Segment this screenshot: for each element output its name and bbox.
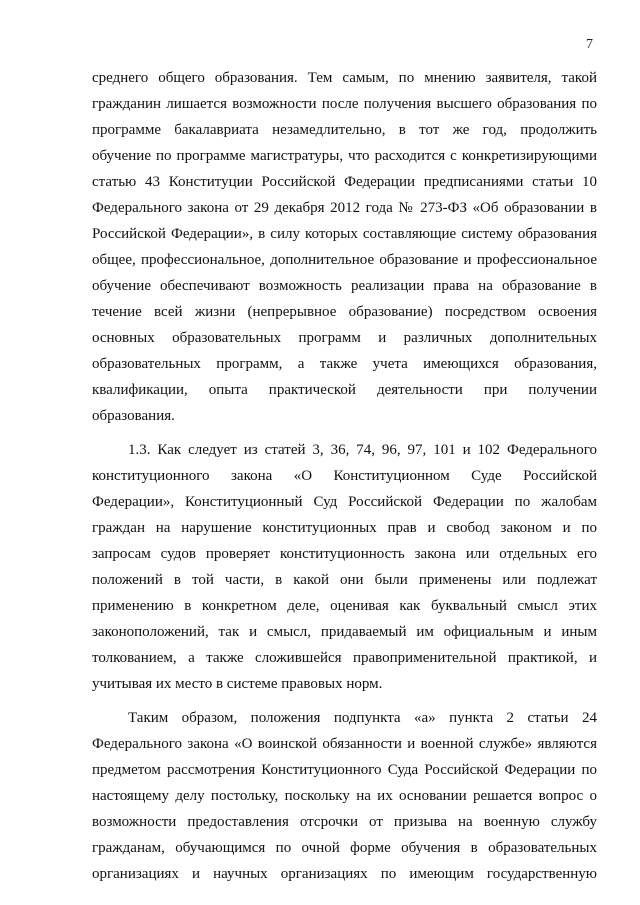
text-line: предметом рассмотрения Конституционного Суда Российской Федерации по	[92, 762, 597, 778]
text-line: Российской Федерации», в силу которых составляющие систему образования	[92, 226, 597, 242]
text-line: гражданин лишается возможности после получения высшего образования по	[92, 96, 597, 112]
paragraph-1	[92, 65, 597, 429]
text-line: статью 43 Конституции Российской Федерации предписаниями статьи 10	[92, 174, 597, 190]
text-line: Федерации», Конституционный Суд Российской Федерации по жалобам	[92, 494, 597, 510]
text-line: обучение обеспечивают возможность реализации права на образование в	[92, 278, 597, 294]
text-line: обучение по программе магистратуры, что расходится с конкретизирующими	[92, 148, 597, 164]
text-line: законоположений, так и смысл, придаваемый им официальным и иным	[92, 624, 597, 640]
text-line: возможности предоставления отсрочки от призыва на военную службу	[92, 814, 597, 830]
text-line: учитывая их место в системе правовых норм.	[92, 676, 383, 692]
text-line: применению в конкретном деле, оценивая как буквальный смысл этих	[92, 598, 597, 614]
text-line: 1.3. Как следует из статей 3, 36, 74, 96, 97, 101 и 102 Федерального	[128, 442, 597, 458]
document-body	[92, 65, 597, 895]
page-number: 7	[586, 37, 593, 52]
text-line: программе бакалавриата незамедлительно, в тот же год, продолжить	[92, 122, 597, 138]
text-line: толкованием, а также сложившейся правоприменительной практикой, и	[92, 650, 597, 666]
text-line: конституционного закона «О Конституционном Суде Российской	[92, 468, 597, 484]
text-line: основных образовательных программ и различных дополнительных	[92, 330, 597, 346]
text-line: Федерального закона от 29 декабря 2012 года № 273-ФЗ «Об образовании в	[92, 200, 597, 216]
text-line: настоящему делу постольку, поскольку на их основании решается вопрос о	[92, 788, 597, 804]
text-line: положений в той части, в какой они были применены или подлежат	[92, 572, 597, 588]
text-line: гражданам, обучающимся по очной форме обучения в образовательных	[92, 840, 597, 856]
text-line: организациях и научных организациях по имеющим государственную	[92, 866, 597, 882]
text-line: течение всей жизни (непрерывное образование) посредством освоения	[92, 304, 597, 320]
text-line: Федерального закона «О воинской обязанности и военной службе» являются	[92, 736, 597, 752]
text-line: среднего общего образования. Тем самым, по мнению заявителя, такой	[92, 70, 597, 86]
text-line: квалификации, опыта практической деятельности при получении	[92, 382, 597, 398]
text-line: запросам судов проверяет конституционность закона или отдельных его	[92, 546, 597, 562]
text-line: граждан на нарушение конституционных прав и свобод законом и по	[92, 520, 597, 536]
text-line: образования.	[92, 408, 175, 424]
text-line: Таким образом, положения подпункта «а» пункта 2 статьи 24	[128, 710, 597, 726]
paragraph-3	[92, 705, 597, 887]
paragraph-2	[92, 437, 597, 697]
text-line: общее, профессиональное, дополнительное образование и профессиональное	[92, 252, 597, 268]
text-line: образовательных программ, а также учета имеющихся образования,	[92, 356, 597, 372]
